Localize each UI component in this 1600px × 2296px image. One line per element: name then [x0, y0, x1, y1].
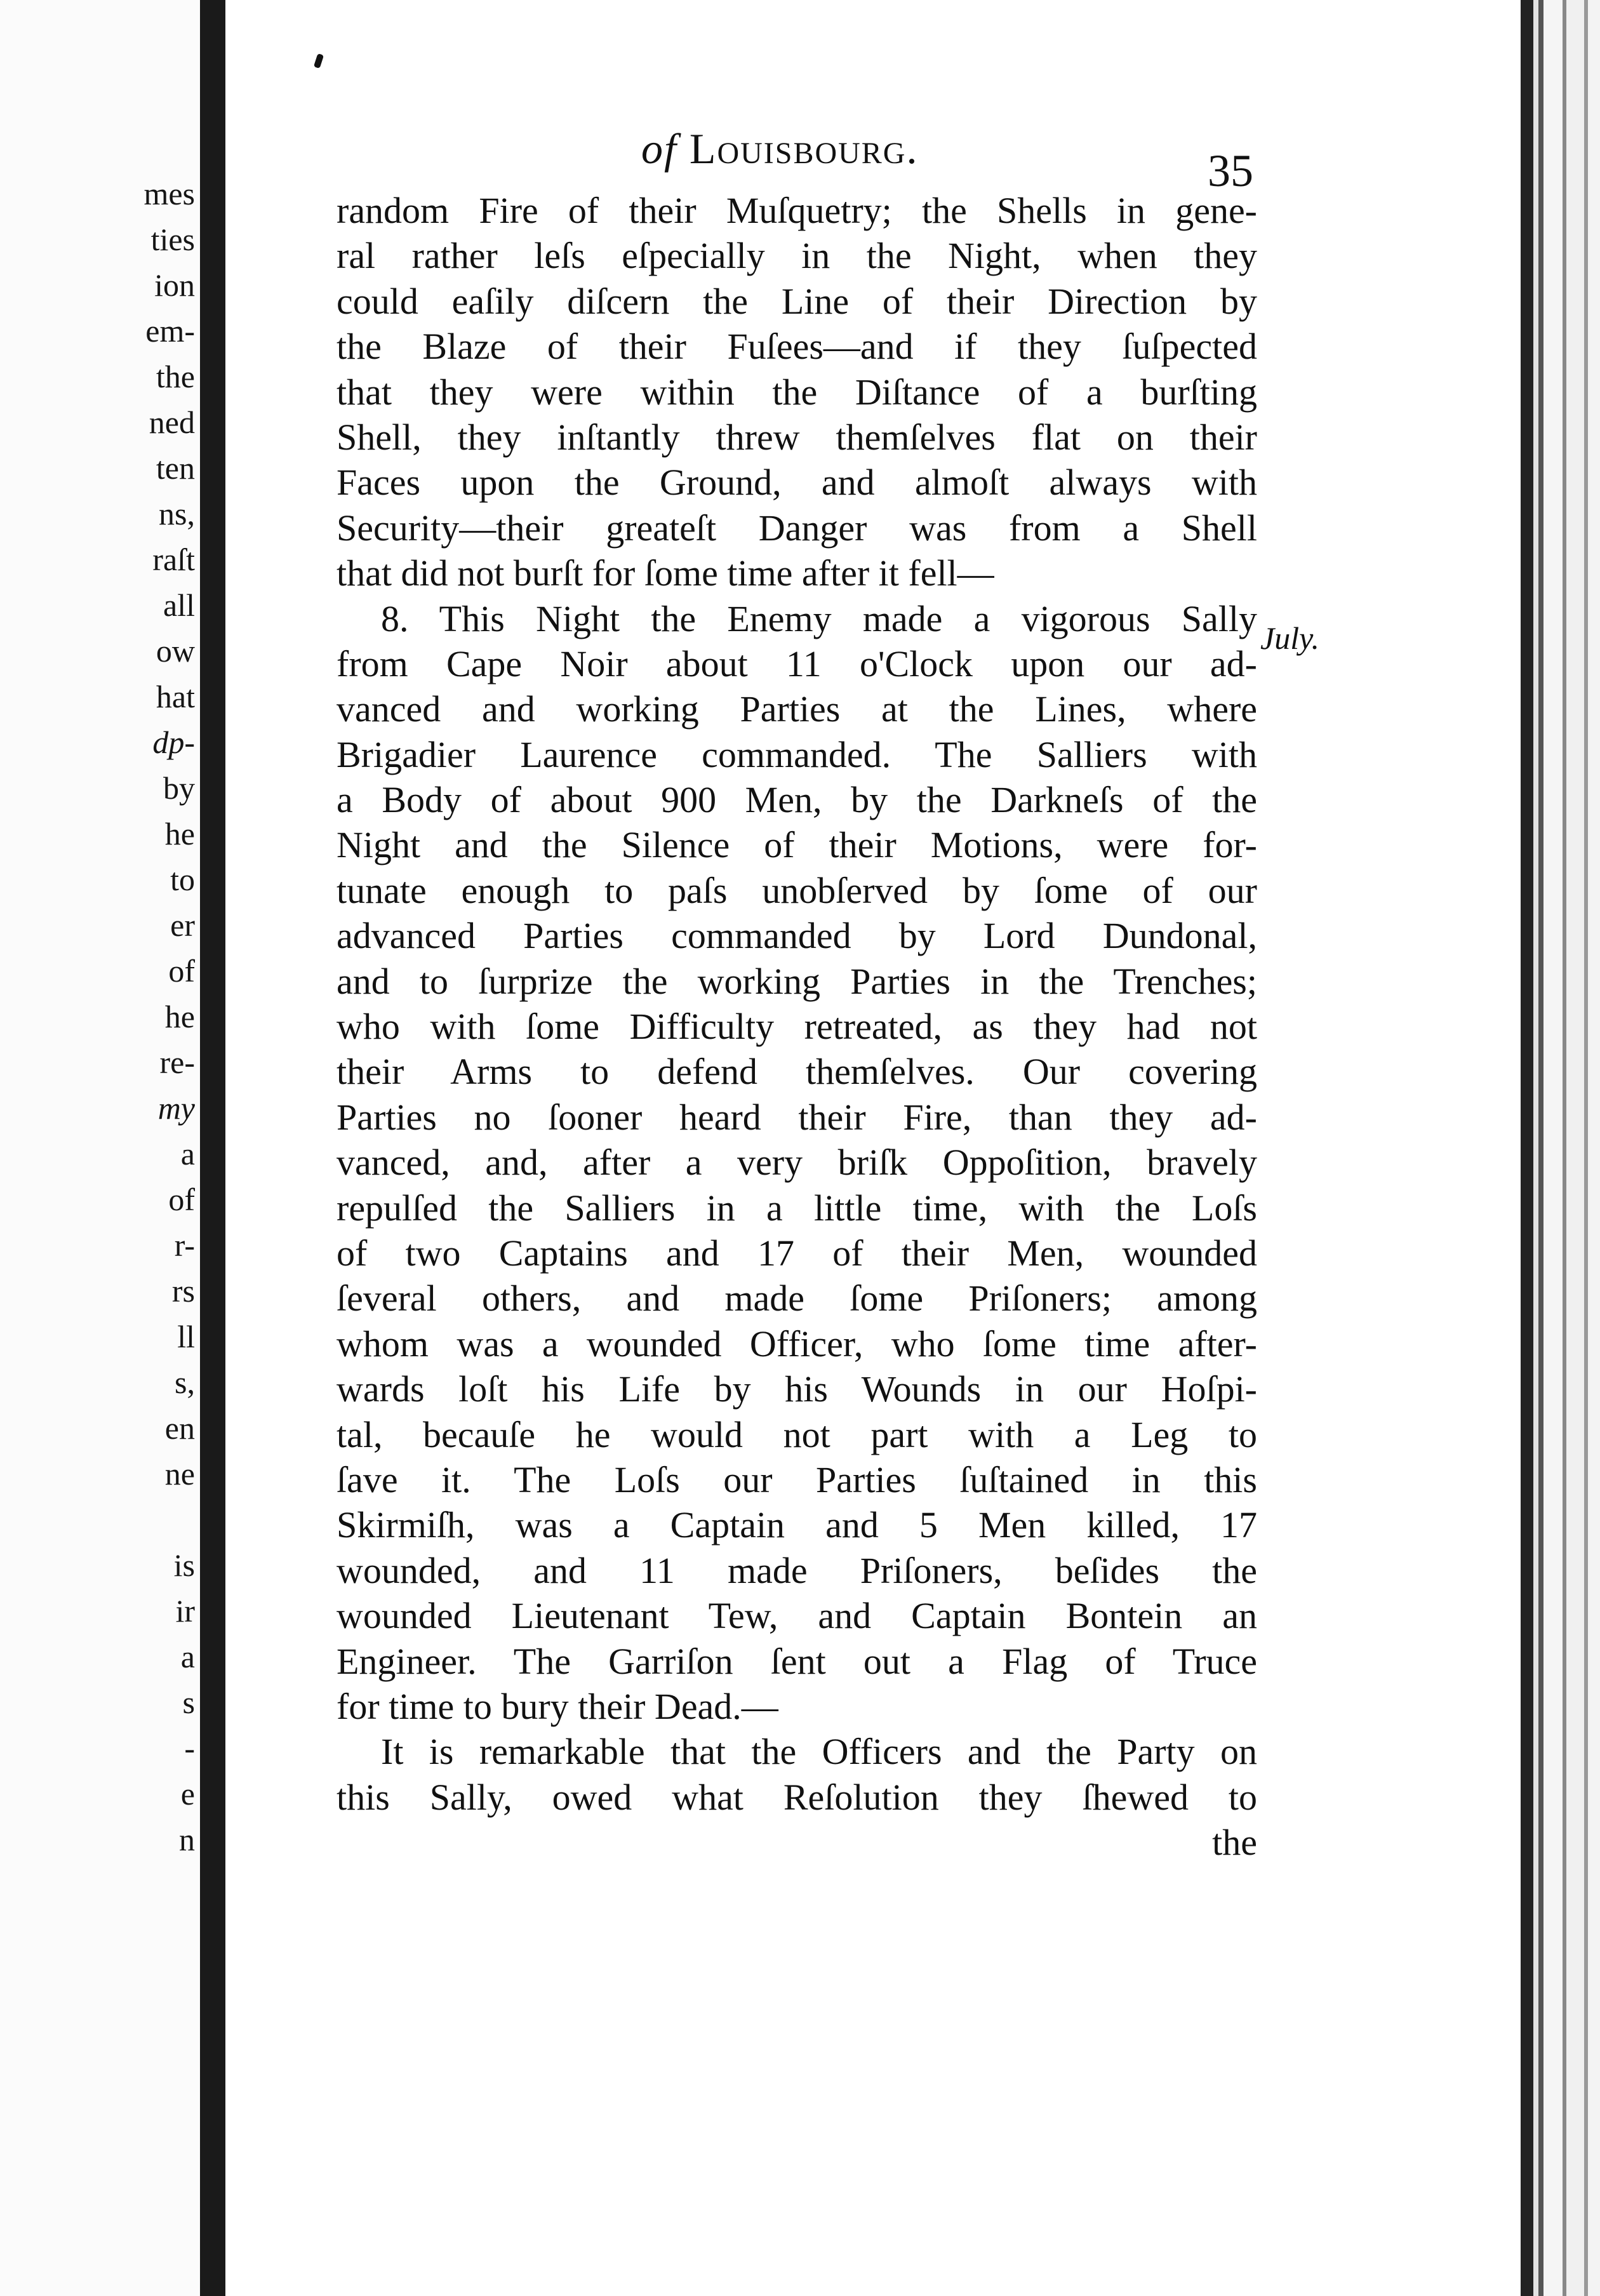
facing-page-fragment: dp-: [152, 724, 195, 760]
facing-page-fragment: -: [184, 1730, 195, 1766]
facing-page-fragment: a: [180, 1136, 195, 1171]
facing-page-fragment: ns,: [159, 496, 195, 531]
facing-page-fragment: ties: [150, 222, 195, 257]
text-line: ſave it. The Loſs our Parties ſuſtained in this: [337, 1458, 1257, 1500]
facing-page-fragment: a: [180, 1639, 195, 1674]
catchword: the: [1212, 1822, 1257, 1864]
text-line: wounded, and 11 made Priſoners, beſides the: [337, 1549, 1257, 1591]
page-edge: [1566, 0, 1584, 2296]
text-line: random Fire of their Muſquetry; the Shells in gene-: [337, 190, 1257, 231]
facing-page-fragment: rs: [171, 1273, 195, 1309]
text-line: ral rather leſs eſpecially in the Night, when they: [337, 235, 1257, 277]
page-number: 35: [1208, 145, 1253, 196]
page-edge: [1521, 0, 1533, 2296]
text-line: tal, becauſe he would not part with a Leg to: [337, 1413, 1257, 1455]
facing-page-fragment: he: [164, 999, 195, 1034]
text-line: Skirmiſh, was a Captain and 5 Men killed, 17: [337, 1504, 1257, 1546]
facing-page-fragment: er: [170, 907, 195, 943]
page-edge: [1588, 0, 1600, 2296]
text-line: a Body of about 900 Men, by the Darkneſs of the: [337, 779, 1257, 821]
facing-page-fragment: ten: [156, 450, 195, 486]
text-line: It is remarkable that the Officers and the Party on: [381, 1731, 1257, 1773]
facing-page-fragment: mes: [143, 176, 195, 211]
text-line: Engineer. The Garriſon ſent out a Flag of Truce: [337, 1640, 1257, 1682]
facing-page-fragment: he: [164, 816, 195, 851]
facing-page-fragment: s: [182, 1685, 195, 1720]
facing-page-fragment: ne: [164, 1456, 195, 1492]
facing-page-fragment: by: [163, 770, 195, 806]
body-text: [337, 188, 1257, 1865]
running-head-title: Louisbourg.: [689, 124, 919, 173]
text-line: the Blaze of their Fuſees—and if they ſuſpected: [337, 326, 1257, 368]
text-line: whom was a wounded Officer, who ſome time after-: [337, 1323, 1257, 1365]
text-line: who with ſome Difficulty retreated, as they had not: [337, 1006, 1257, 1048]
page-edge: [1543, 0, 1563, 2296]
facing-page-fragment: to: [170, 862, 195, 897]
facing-page-fragment: is: [173, 1547, 195, 1583]
running-head: [641, 124, 918, 174]
text-line: repulſed the Salliers in a little time, with the Loſs: [337, 1187, 1257, 1229]
facing-page-fragment: the: [156, 359, 195, 394]
text-line: tunate enough to paſs unobſerved by ſome of our: [337, 869, 1257, 911]
facing-page-fragment: em-: [145, 313, 195, 349]
page-edge: [1533, 0, 1538, 2296]
facing-page-fragment: of: [168, 1182, 195, 1217]
facing-page-fragment: en: [164, 1410, 195, 1446]
text-line: of two Captains and 17 of their Men, wounded: [337, 1232, 1257, 1274]
text-line: Night and the Silence of their Motions, were for-: [337, 824, 1257, 866]
text-line: that did not burſt for ſome time after it fell—: [337, 552, 994, 594]
facing-page-fragment: of: [168, 953, 195, 989]
text-line: and to ſurprize the working Parties in the Trenches;: [337, 960, 1257, 1002]
text-line: could eaſily diſcern the Line of their Direction by: [337, 280, 1257, 322]
text-line: from Cape Noir about 11 o'Clock upon our ad-: [337, 643, 1257, 684]
facing-page-fragment: hat: [156, 679, 195, 714]
facing-page-fragment: n: [179, 1822, 195, 1857]
facing-page-fragment: re-: [159, 1045, 195, 1080]
text-line: this Sally, owed what Reſolution they ſhewed to: [337, 1776, 1257, 1818]
facing-page-fragment: raſt: [152, 542, 195, 577]
page-edge: [1538, 0, 1543, 2296]
facing-page-fragment: ll: [177, 1319, 195, 1354]
facing-page-fragment: all: [163, 587, 195, 623]
text-line: vanced and working Parties at the Lines, where: [337, 688, 1257, 730]
text-line: vanced, and, after a very briſk Oppoſition, bravely: [337, 1142, 1257, 1184]
text-line: Brigadier Laurence commanded. The Salliers with: [337, 733, 1257, 775]
text-line: that they were within the Diſtance of a burſting: [337, 371, 1257, 413]
facing-page-fragment: ir: [175, 1593, 195, 1629]
facing-page-fragment: my: [157, 1090, 195, 1126]
running-head-prefix: of: [641, 124, 677, 173]
text-line: wounded Lieutenant Tew, and Captain Bontein an: [337, 1595, 1257, 1637]
facing-page-fragment: ow: [156, 633, 195, 669]
text-line: wards loſt his Life by his Wounds in our Hoſpi-: [337, 1368, 1257, 1410]
facing-page-fragment: r-: [174, 1227, 195, 1263]
text-line: ſeveral others, and made ſome Priſoners; among: [337, 1278, 1257, 1319]
facing-page-fragment: s,: [175, 1365, 195, 1400]
facing-page-edge: [0, 0, 200, 2296]
margin-note-date: July.: [1260, 620, 1320, 656]
text-line: Shell, they inſtantly threw themſelves flat on their: [337, 416, 1257, 458]
text-line: for time to bury their Dead.—: [337, 1685, 778, 1727]
text-line: advanced Parties commanded by Lord Dundonal,: [337, 915, 1257, 957]
text-line: Parties no ſooner heard their Fire, than they ad-: [337, 1096, 1257, 1138]
text-line: 8. This Night the Enemy made a vigorous Sally: [381, 597, 1257, 639]
facing-page-fragment: ned: [149, 404, 195, 440]
text-line: Security—their greateſt Danger was from a Shell: [337, 507, 1257, 549]
facing-page-fragment: e: [180, 1776, 195, 1812]
text-line: Faces upon the Ground, and almoſt always with: [337, 462, 1257, 504]
text-line: their Arms to defend themſelves. Our covering: [337, 1051, 1257, 1093]
book-gutter: [200, 0, 225, 2296]
facing-page-fragment: ion: [154, 267, 195, 303]
